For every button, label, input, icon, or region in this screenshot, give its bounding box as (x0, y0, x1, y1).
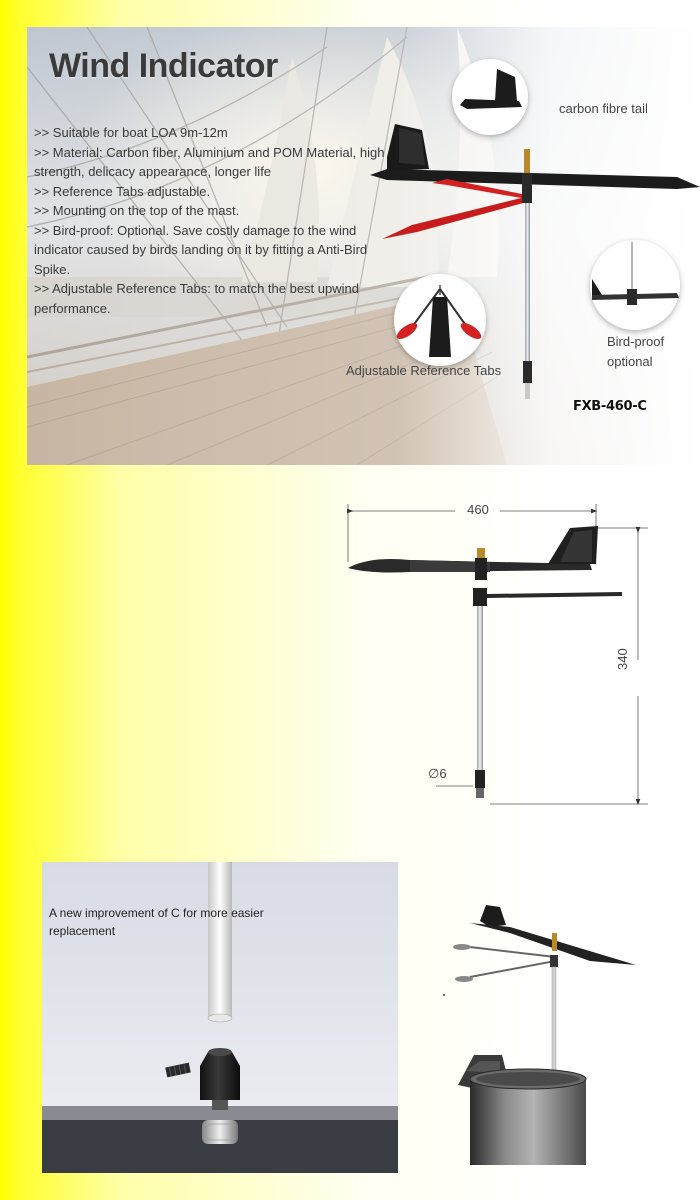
page-title: Wind Indicator (49, 47, 278, 85)
technical-drawing (330, 490, 700, 820)
hero-banner (27, 27, 700, 465)
replacement-detail-render (42, 862, 398, 1173)
width-dimension-label: 460 (467, 502, 489, 517)
bird-proof-callout: Bird-proof optional (607, 334, 665, 369)
carbon-arm (370, 124, 700, 189)
feature-item: >> Reference Tabs adjustable. (34, 183, 211, 199)
tabs-closeup (394, 274, 486, 366)
feature-item: >> Material: Carbon fiber, Aluminium and POM Material, high strength, delicacy appearance, longer life (34, 144, 385, 179)
improvement-note: A new improvement of C for more easier replacement (49, 906, 264, 938)
model-number: FXB-460-C (573, 399, 647, 414)
diameter-dimension-label: ∅6 (428, 766, 447, 781)
feature-item: >> Adjustable Reference Tabs: to match the best upwind performance. (34, 281, 359, 316)
bird-proof-closeup (590, 240, 680, 330)
mast-assembly-image (440, 895, 640, 1165)
tabs-callout: Adjustable Reference Tabs (346, 363, 502, 378)
feature-item: >> Bird-proof: Optional. Save costly damage to the wind indicator caused by birds landing on it by fitting a Anti-Bird Spike. (34, 222, 368, 277)
tail-callout: carbon fibre tail (559, 101, 648, 116)
tail-closeup (452, 59, 528, 135)
dimension-drawing (330, 490, 700, 820)
feature-item: >> Mounting on the top of the mast. (34, 203, 240, 218)
reference-tabs (382, 179, 527, 239)
feature-item: >> Suitable for boat LOA 9m-12m (34, 125, 228, 140)
height-dimension-label: 340 (615, 648, 630, 670)
